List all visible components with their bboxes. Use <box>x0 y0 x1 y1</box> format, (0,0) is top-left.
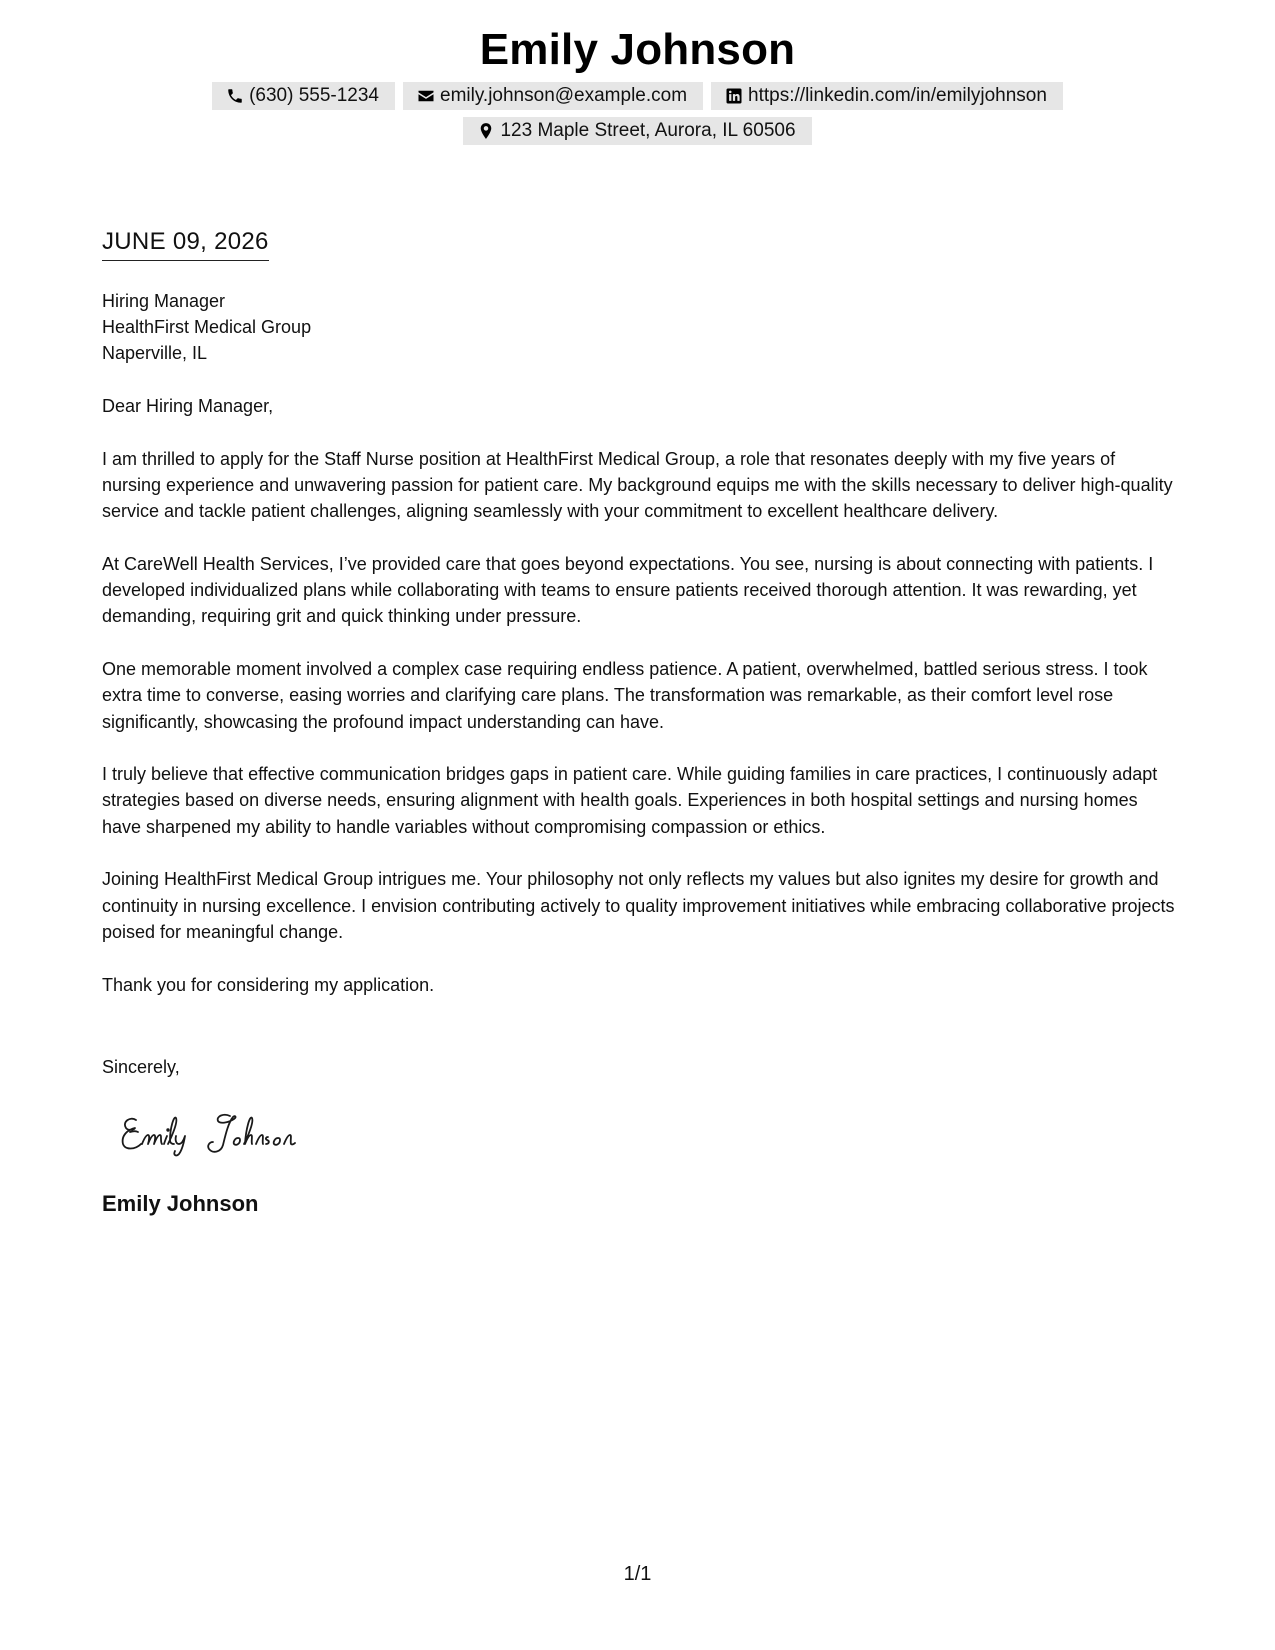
paragraph-3: One memorable moment involved a complex case requiring endless patience. A patient, overwhelmed, battled serious stress. I took extra time to converse, easing worries and clarifying care plans. The transformation was remarkable, as their comfort level rose significantly, showcasing the profound impact understanding can have. <box>102 658 1148 732</box>
linkedin-chip <box>711 82 1063 110</box>
contact-row <box>0 82 1275 110</box>
linkedin-url: https://linkedin.com/in/emilyjohnson <box>748 85 1047 106</box>
recipient-block <box>102 288 311 366</box>
street-address: 123 Maple Street, Aurora, IL 60506 <box>500 120 796 141</box>
phone-chip <box>212 82 395 110</box>
applicant-name: Emily Johnson <box>479 25 796 74</box>
letter-header <box>0 18 1275 145</box>
address-row <box>0 117 1275 145</box>
closing: Sincerely, <box>102 1057 180 1077</box>
email-chip <box>403 82 703 110</box>
salutation: Dear Hiring Manager, <box>102 396 274 416</box>
recipient-title: Hiring Manager <box>102 291 226 311</box>
thanks-line: Thank you for considering my application. <box>102 974 435 995</box>
address-chip <box>463 117 811 145</box>
phone-icon <box>226 87 244 105</box>
letter-date: JUNE 09, 2026 <box>102 228 269 261</box>
envelope-icon <box>417 87 435 105</box>
recipient-company: HealthFirst Medical Group <box>102 317 312 337</box>
letter-body <box>102 393 1177 1024</box>
handwritten-signature <box>118 1100 358 1160</box>
email-address: emily.johnson@example.com <box>440 85 688 106</box>
paragraph-2: At CareWell Health Services, I’ve provided care that goes beyond expectations. You see, nursing is about connecting with patients. I developed individualized plans while collaborating with teams to ensure patients received thorough attention. It was rewarding, yet demanding, requiring grit and quick thinking under pressure. <box>102 553 1154 627</box>
signer-name: Emily Johnson <box>102 1191 259 1216</box>
paragraph-1: I am thrilled to apply for the Staff Nurse position at HealthFirst Medical Group, a role that resonates deeply with my five years of nursing experience and unwavering passion for patient care. My background equips me with the skills necessary to deliver high-quality service and tackle patient challenges, aligning seamlessly with your commitment to excellent healthcare delivery. <box>102 448 1173 522</box>
map-pin-icon <box>477 122 495 140</box>
linkedin-icon <box>725 87 743 105</box>
recipient-location: Naperville, IL <box>102 343 208 363</box>
phone-number: (630) 555-1234 <box>249 85 379 106</box>
paragraph-5: Joining HealthFirst Medical Group intrigues me. Your philosophy not only reflects my values but also ignites my desire for growth and continuity in nursing excellence. I envision contributing actively to quality improvement initiatives while embracing collaborative projects poised for meaningful change. <box>102 869 1175 942</box>
page-number: 1/1 <box>623 1563 652 1585</box>
paragraph-4: I truly believe that effective communication bridges gaps in patient care. While guiding families in care practices, I continuously adapt strategies based on diverse needs, ensuring alignment with health goals. Experiences in both hospital settings and nursing homes have sharpened my ability to handle variables without compromising compassion or ethics. <box>102 764 1158 837</box>
